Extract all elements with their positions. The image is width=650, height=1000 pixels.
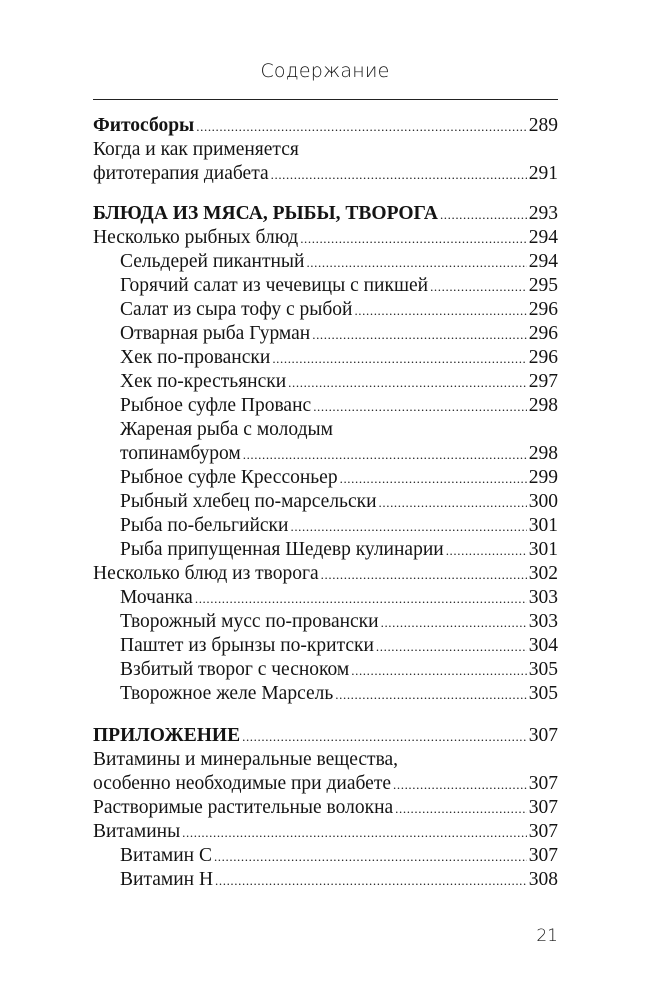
dot-leader bbox=[376, 634, 527, 659]
dot-leader bbox=[195, 586, 527, 611]
dot-leader bbox=[335, 682, 526, 707]
toc-entry-page: 296 bbox=[528, 323, 558, 344]
toc-entry-page: 305 bbox=[528, 683, 558, 704]
toc-entry-title: Салат из сыра тофу с рыбой bbox=[120, 299, 353, 320]
toc-subentry[interactable] bbox=[93, 682, 558, 706]
toc-subentry-wrapped-line[interactable] bbox=[93, 418, 558, 442]
toc-entry-page: 307 bbox=[528, 797, 558, 818]
toc-entry-page: 299 bbox=[528, 467, 558, 488]
dot-leader bbox=[290, 514, 526, 539]
toc-entry-title: Витамины bbox=[93, 821, 181, 842]
toc-entry-wrapped-line[interactable] bbox=[93, 748, 558, 772]
toc-entry-title: особенно необходимые при диабете bbox=[93, 773, 392, 794]
dot-leader bbox=[379, 490, 527, 515]
toc-entry-chapter[interactable] bbox=[93, 202, 558, 226]
toc-entry[interactable] bbox=[93, 162, 558, 186]
toc-entry-title: Когда и как применяется bbox=[93, 139, 299, 160]
toc-subentry[interactable] bbox=[93, 610, 558, 634]
dot-leader bbox=[271, 162, 527, 187]
toc-entry-title: Рыбный хлебец по-марсельски bbox=[120, 491, 377, 512]
toc-entry-page: 296 bbox=[528, 299, 558, 320]
dot-leader bbox=[312, 322, 527, 347]
dot-leader bbox=[340, 466, 527, 491]
toc-entry-page: 307 bbox=[528, 725, 558, 746]
toc-entry-title: Взбитый творог с чесноком bbox=[120, 659, 350, 680]
dot-leader bbox=[196, 114, 526, 139]
toc-entry-section[interactable] bbox=[93, 114, 558, 138]
toc-entry-title: Несколько блюд из творога bbox=[93, 563, 319, 584]
toc-subentry[interactable] bbox=[93, 538, 558, 562]
toc-entry-page: 302 bbox=[528, 563, 558, 584]
toc-entry-title: Несколько рыбных блюд bbox=[93, 227, 299, 248]
toc-entry-title: Творожное желе Марсель bbox=[120, 683, 334, 704]
toc-entry-title: Рыба припущенная Шедевр кулинарии bbox=[120, 539, 444, 560]
toc-entry-page: 303 bbox=[528, 587, 558, 608]
toc-entry-title: Рыбное суфле Прованс bbox=[120, 395, 312, 416]
toc-entry-page: 295 bbox=[528, 275, 558, 296]
toc-entry-page: 304 bbox=[528, 635, 558, 656]
toc-subentry[interactable] bbox=[93, 442, 558, 466]
toc-entry-title: Горячий салат из чечевицы с пикшей bbox=[120, 275, 429, 296]
toc-entry-page: 301 bbox=[528, 515, 558, 536]
toc-entry-title: Растворимые растительные волокна bbox=[93, 797, 394, 818]
toc-entry-title: Фитосборы bbox=[93, 115, 195, 136]
dot-leader bbox=[321, 562, 527, 587]
toc-subentry[interactable] bbox=[93, 634, 558, 658]
dot-leader bbox=[446, 538, 527, 563]
toc-entry[interactable] bbox=[93, 796, 558, 820]
toc-entry-page: 301 bbox=[528, 539, 558, 560]
toc-subentry[interactable] bbox=[93, 490, 558, 514]
toc-subentry[interactable] bbox=[93, 250, 558, 274]
dot-leader bbox=[313, 394, 527, 419]
toc-entry-page: 303 bbox=[528, 611, 558, 632]
dot-leader bbox=[243, 442, 527, 467]
toc-entry-page: 307 bbox=[528, 821, 558, 842]
running-header-title: Содержание bbox=[260, 60, 390, 82]
dot-leader bbox=[214, 844, 527, 869]
toc-entry-title: Витамины и минеральные вещества, bbox=[93, 749, 399, 770]
toc-entry-page: 307 bbox=[528, 845, 558, 866]
toc-entry-page: 307 bbox=[528, 773, 558, 794]
toc-entry-page: 289 bbox=[528, 115, 558, 136]
toc-entry-page: 297 bbox=[528, 371, 558, 392]
toc-entry-chapter[interactable] bbox=[93, 724, 558, 748]
toc-subentry[interactable] bbox=[93, 514, 558, 538]
dot-leader bbox=[300, 226, 527, 251]
toc-entry-page: 291 bbox=[528, 163, 558, 184]
toc-subentry[interactable] bbox=[93, 298, 558, 322]
toc-entry-title: Отварная рыба Гурман bbox=[120, 323, 311, 344]
toc-subentry[interactable] bbox=[93, 586, 558, 610]
toc-entry-page: 305 bbox=[528, 659, 558, 680]
toc-entry-title: Мочанка bbox=[120, 587, 193, 608]
toc-entry-page: 294 bbox=[528, 227, 558, 248]
toc-entry[interactable] bbox=[93, 562, 558, 586]
toc-subentry[interactable] bbox=[93, 370, 558, 394]
toc-entry-title: Витамин С bbox=[120, 845, 212, 866]
dot-leader bbox=[215, 868, 527, 893]
toc-entry-title: Паштет из брынзы по-критски bbox=[120, 635, 374, 656]
dot-leader bbox=[395, 796, 527, 821]
toc-entry-page: 298 bbox=[528, 395, 558, 416]
toc-entry-page: 293 bbox=[528, 203, 558, 224]
toc-entry-title: Творожный мусс по-провански bbox=[120, 611, 379, 632]
dot-leader bbox=[242, 724, 527, 749]
toc-entry[interactable] bbox=[93, 226, 558, 250]
toc-entry-title: Сельдерей пикантный bbox=[120, 251, 305, 272]
toc-subentry[interactable] bbox=[93, 844, 558, 868]
dot-leader bbox=[440, 202, 527, 227]
toc-entry-title: Хек по-крестьянски bbox=[120, 371, 287, 392]
toc-entry-page: 294 bbox=[528, 251, 558, 272]
toc-entry-title: Рыба по-бельгийски bbox=[120, 515, 289, 536]
dot-leader bbox=[306, 250, 526, 275]
toc-entry-page: 296 bbox=[528, 347, 558, 368]
toc-subentry[interactable] bbox=[93, 394, 558, 418]
table-of-contents bbox=[93, 114, 558, 892]
page-number: 21 bbox=[536, 926, 558, 946]
toc-subentry[interactable] bbox=[93, 346, 558, 370]
toc-subentry[interactable] bbox=[93, 868, 558, 892]
toc-entry[interactable] bbox=[93, 820, 558, 844]
toc-entry-title: Витамин Н bbox=[120, 869, 214, 890]
toc-entry-title: Жареная рыба с молодым bbox=[120, 419, 333, 440]
toc-entry-title: топинамбуром bbox=[120, 443, 241, 464]
toc-entry-page: 300 bbox=[528, 491, 558, 512]
toc-subentry[interactable] bbox=[93, 274, 558, 298]
dot-leader bbox=[430, 274, 527, 299]
toc-entry-title: БЛЮДА ИЗ МЯСА, РЫБЫ, ТВОРОГА bbox=[93, 203, 438, 224]
dot-leader bbox=[288, 370, 527, 395]
dot-leader bbox=[272, 346, 526, 371]
dot-leader bbox=[393, 772, 527, 797]
dot-leader bbox=[381, 610, 527, 635]
dot-leader bbox=[351, 658, 527, 683]
toc-entry-title: ПРИЛОЖЕНИЕ bbox=[93, 725, 241, 746]
dot-leader bbox=[354, 298, 526, 323]
dot-leader bbox=[182, 820, 527, 845]
toc-entry-page: 308 bbox=[528, 869, 558, 890]
toc-subentry[interactable] bbox=[93, 658, 558, 682]
toc-subentry[interactable] bbox=[93, 466, 558, 490]
toc-entry-title: Рыбное суфле Крессоньер bbox=[120, 467, 338, 488]
toc-entry-wrapped-line[interactable] bbox=[93, 138, 558, 162]
header-rule bbox=[93, 99, 558, 100]
toc-entry[interactable] bbox=[93, 772, 558, 796]
toc-subentry[interactable] bbox=[93, 322, 558, 346]
toc-entry-title: Хек по-провански bbox=[120, 347, 271, 368]
toc-entry-page: 298 bbox=[528, 443, 558, 464]
toc-entry-title: фитотерапия диабета bbox=[93, 163, 269, 184]
